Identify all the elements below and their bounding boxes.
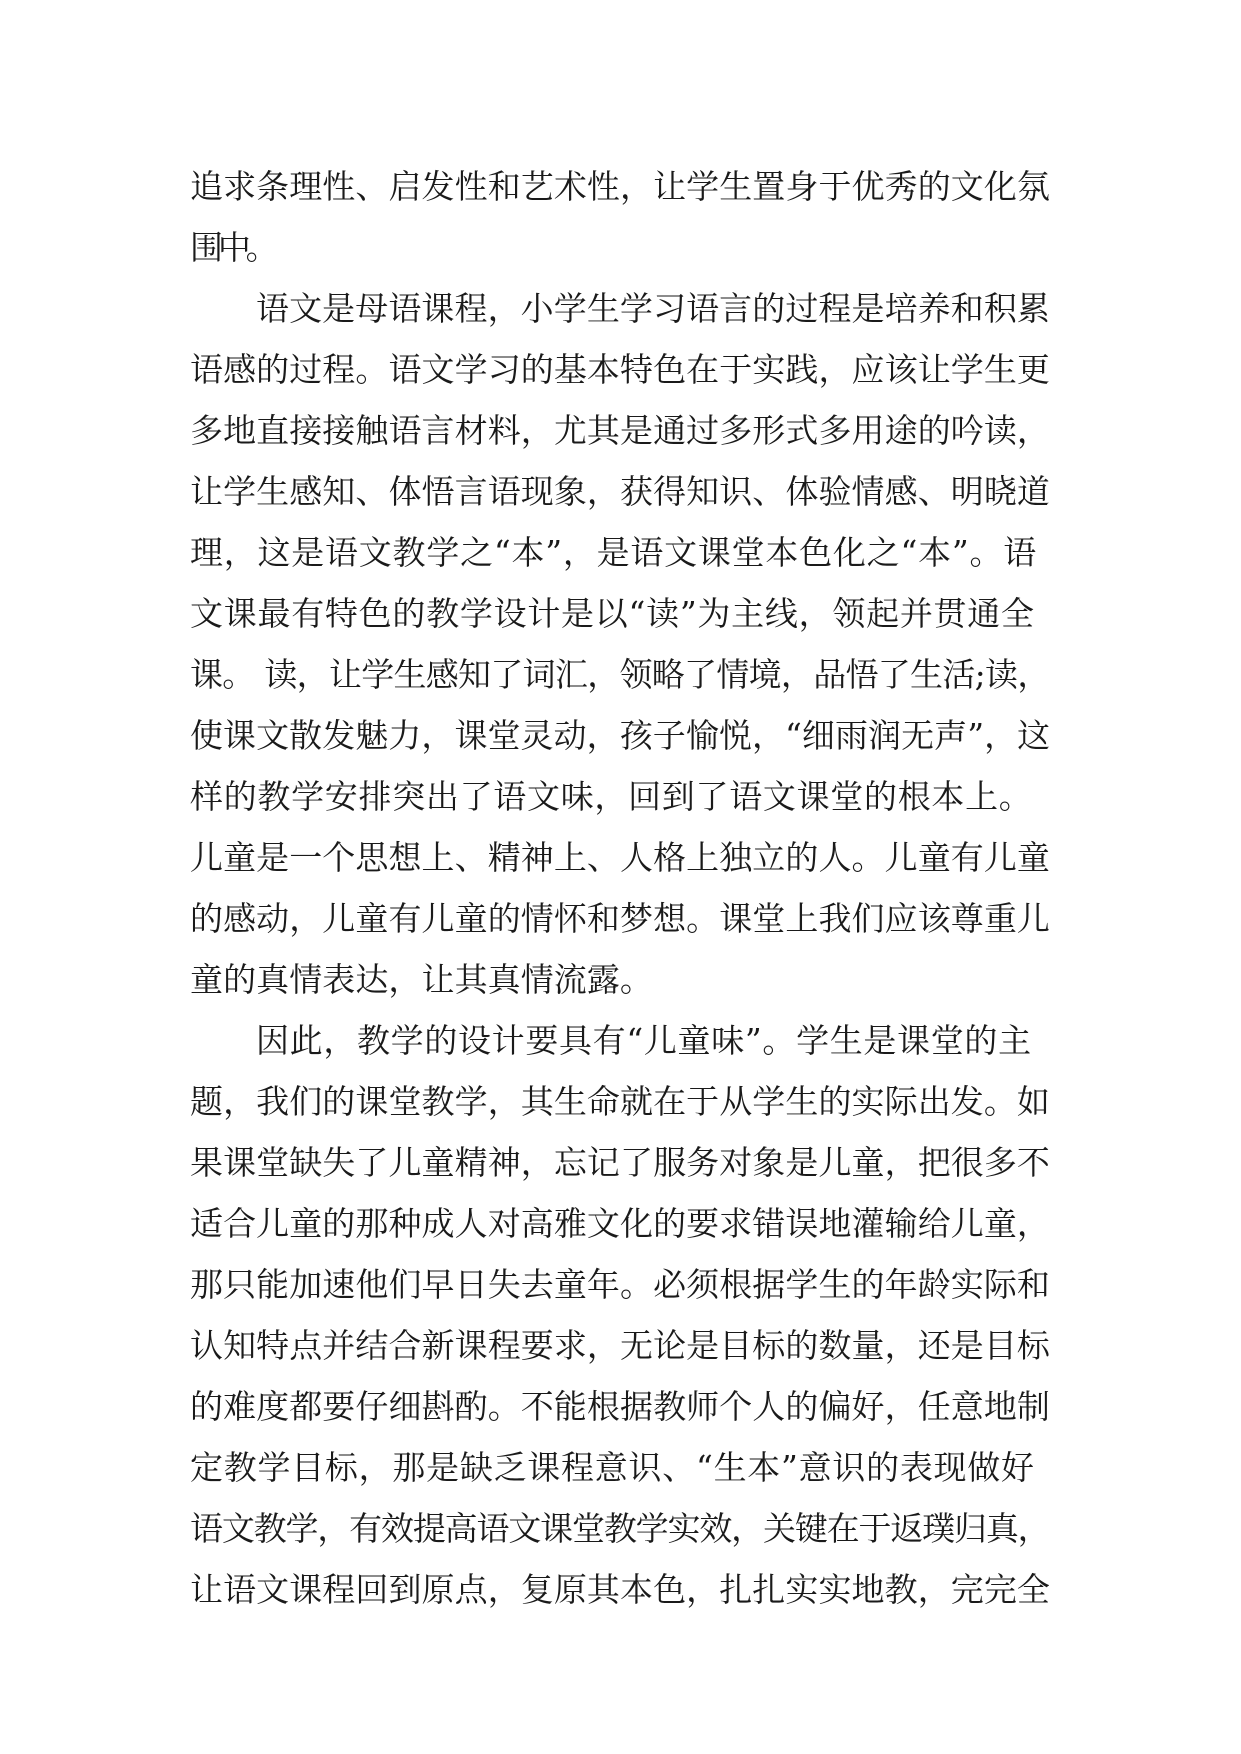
text-line: 围中。 [190, 228, 274, 267]
text-line: 适合儿童的那种成人对高雅文化的要求错误地灌输给儿童， [190, 1204, 1050, 1243]
text-line: 的难度都要仔细斟酌。不能根据教师个人的偏好，任意地制 [190, 1387, 1050, 1426]
text-line: 童的真情表达，让其真情流露。 [190, 960, 653, 999]
text-line: 语文教学，有效提高语文课堂教学实效，关键在于返璞归真， [190, 1509, 1050, 1548]
text-line: 的感动，儿童有儿童的情怀和梦想。课堂上我们应该尊重儿 [190, 899, 1050, 938]
text-line: 题，我们的课堂教学，其生命就在于从学生的实际出发。如 [190, 1082, 1050, 1121]
text-line: 语感的过程。语文学习的基本特色在于实践，应该让学生更 [190, 350, 1050, 389]
text-line: 因此，教学的设计要具有“儿童味”。学生是课堂的主 [256, 1021, 1032, 1060]
text-line: 语文是母语课程，小学生学习语言的过程是培养和积累 [256, 289, 1050, 328]
text-line: 果课堂缺失了儿童精神，忘记了服务对象是儿童，把很多不 [190, 1143, 1050, 1182]
text-line: 定教学目标，那是缺乏课程意识、“生本”意识的表现做好 [190, 1448, 1035, 1487]
text-line: 追求条理性、启发性和艺术性，让学生置身于优秀的文化氛 [190, 167, 1050, 206]
text-line: 使课文散发魅力，课堂灵动，孩子愉悦，“细雨润无声”，这 [190, 716, 1051, 755]
text-line: 多地直接接触语言材料，尤其是通过多形式多用途的吟读， [190, 411, 1050, 450]
text-line: 让学生感知、体悟言语现象，获得知识、体验情感、明晓道 [190, 472, 1050, 511]
text-line: 认知特点并结合新课程要求，无论是目标的数量，还是目标 [190, 1326, 1050, 1365]
text-line: 儿童是一个思想上、精神上、人格上独立的人。儿童有儿童 [190, 838, 1050, 877]
text-line: 文课最有特色的教学设计是以“读”为主线，领起并贯通全 [190, 594, 1035, 633]
text-line: 样的教学安排突出了语文味，回到了语文课堂的根本上。 [190, 777, 1033, 816]
text-line: 课。 读，让学生感知了词汇，领略了情境，品悟了生活;读， [190, 655, 1050, 694]
text-line: 那只能加速他们早日失去童年。必须根据学生的年龄实际和 [190, 1265, 1050, 1304]
body-text [190, 156, 1070, 1620]
text-line: 让语文课程回到原点，复原其本色，扎扎实实地教，完完全 [190, 1570, 1050, 1609]
text-line: 理，这是语文教学之“本”，是语文课堂本色化之“本”。语 [190, 533, 1037, 572]
